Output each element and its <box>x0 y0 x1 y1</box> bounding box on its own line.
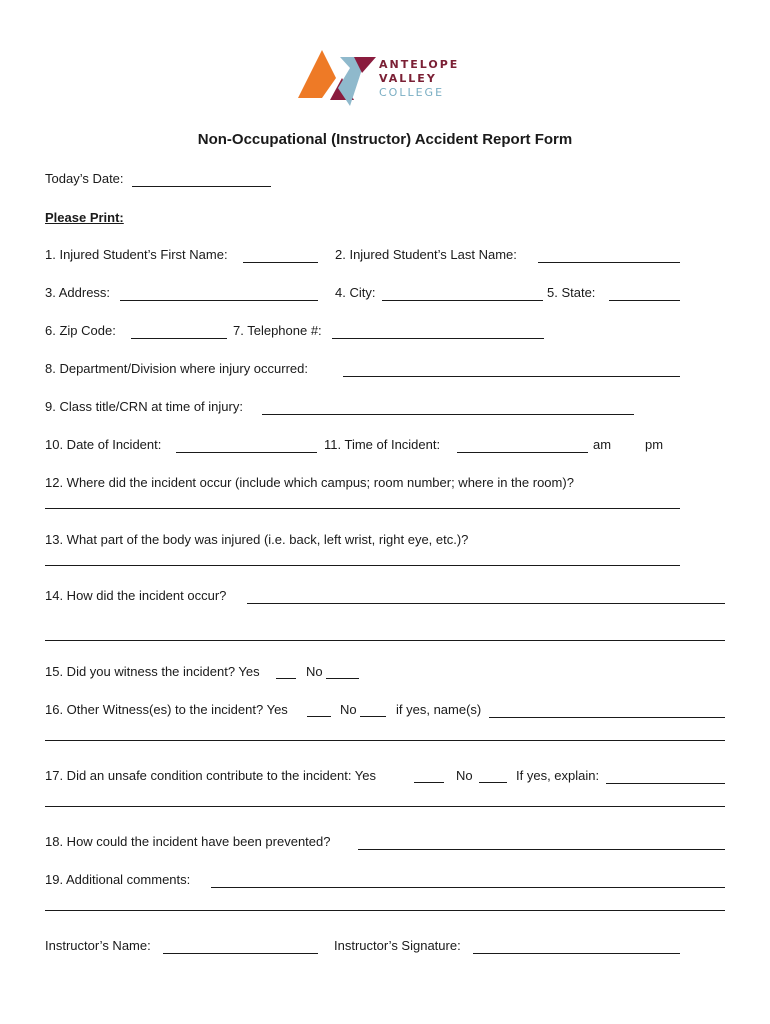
witness-no-blank[interactable] <box>326 678 359 679</box>
witness-yes-blank[interactable] <box>276 678 296 679</box>
address-field[interactable] <box>120 284 318 300</box>
first-name-label: 1. Injured Student’s First Name: <box>45 247 228 262</box>
instructor-signature-label: Instructor’s Signature: <box>334 938 461 953</box>
body-part-label: 13. What part of the body was injured (i.e. back, left wrist, right eye, etc.)? <box>45 532 469 547</box>
body-part-field[interactable] <box>45 549 680 565</box>
zip-code-field[interactable] <box>131 322 227 338</box>
class-title-field[interactable] <box>262 398 634 414</box>
address-label: 3. Address: <box>45 285 111 300</box>
time-of-incident-field[interactable] <box>457 436 588 452</box>
additional-comments-field[interactable] <box>211 871 725 887</box>
college-logo <box>298 48 478 108</box>
unsafe-yes-blank[interactable] <box>414 782 444 783</box>
todays-date-underline <box>132 186 271 187</box>
witness-names-label: if yes, name(s) <box>396 702 482 717</box>
instructor-name-underline <box>163 953 318 954</box>
additional-comments-underline-2 <box>45 910 725 911</box>
address-underline <box>120 300 318 301</box>
incident-location-field[interactable] <box>45 492 680 508</box>
instructor-signature-underline <box>473 953 680 954</box>
witness-names-underline-2 <box>45 740 725 741</box>
date-of-incident-field[interactable] <box>176 436 317 452</box>
other-witness-yes-blank[interactable] <box>307 716 331 717</box>
date-of-incident-underline <box>176 452 317 453</box>
last-name-field[interactable] <box>538 246 680 262</box>
additional-comments-label: 19. Additional comments: <box>45 872 191 887</box>
first-name-underline <box>243 262 318 263</box>
last-name-label: 2. Injured Student’s Last Name: <box>335 247 517 262</box>
logo-mark-icon <box>298 48 376 106</box>
unsafe-explain-underline-2 <box>45 806 725 807</box>
instructor-signature-field[interactable] <box>473 937 680 953</box>
department-label: 8. Department/Division where injury occurred: <box>45 361 308 376</box>
first-name-field[interactable] <box>243 246 318 262</box>
witness-no-label: No <box>306 664 323 679</box>
telephone-label: 7. Telephone #: <box>233 323 322 338</box>
unsafe-no-label: No <box>456 768 473 783</box>
prevention-label: 18. How could the incident have been prevented? <box>45 834 331 849</box>
body-part-underline <box>45 565 680 566</box>
department-field[interactable] <box>343 360 680 376</box>
am-option[interactable]: am <box>593 437 612 452</box>
class-title-underline <box>262 414 634 415</box>
zip-code-label: 6. Zip Code: <box>45 323 116 338</box>
todays-date-label: Today’s Date: <box>45 171 124 186</box>
city-underline <box>382 300 543 301</box>
additional-comments-underline <box>211 887 725 888</box>
witness-label: 15. Did you witness the incident? Yes <box>45 664 260 679</box>
pm-option[interactable]: pm <box>645 437 664 452</box>
how-incident-occur-underline <box>247 603 725 604</box>
zip-code-underline <box>131 338 227 339</box>
logo-line-college: COLLEGE <box>379 86 445 99</box>
witness-names-field[interactable] <box>489 701 725 717</box>
witness-names-underline <box>489 717 725 718</box>
witness-names-field-2[interactable] <box>45 724 725 740</box>
how-incident-occur-field[interactable] <box>247 587 725 603</box>
unsafe-explain-field-2[interactable] <box>45 790 725 806</box>
city-label: 4. City: <box>335 285 376 300</box>
city-field[interactable] <box>382 284 543 300</box>
unsafe-condition-label: 17. Did an unsafe condition contribute to the incident: Yes <box>45 768 377 783</box>
department-underline <box>343 376 680 377</box>
unsafe-explain-underline <box>606 783 725 784</box>
please-print-heading: Please Print: <box>45 210 124 225</box>
instructor-name-label: Instructor’s Name: <box>45 938 151 953</box>
prevention-field[interactable] <box>358 833 725 849</box>
unsafe-explain-field[interactable] <box>606 767 725 783</box>
time-of-incident-label: 11. Time of Incident: <box>324 437 441 452</box>
prevention-underline <box>358 849 725 850</box>
how-incident-occur-underline-2 <box>45 640 725 641</box>
incident-location-label: 12. Where did the incident occur (include which campus; room number; where in the room)? <box>45 475 574 490</box>
last-name-underline <box>538 262 680 263</box>
telephone-underline <box>332 338 544 339</box>
unsafe-explain-label: If yes, explain: <box>516 768 600 783</box>
form-title: Non-Occupational (Instructor) Accident Report Form <box>197 131 573 148</box>
other-witness-label: 16. Other Witness(es) to the incident? Yes <box>45 702 288 717</box>
time-of-incident-underline <box>457 452 588 453</box>
how-incident-occur-label: 14. How did the incident occur? <box>45 588 227 603</box>
additional-comments-field-2[interactable] <box>45 894 725 910</box>
instructor-name-field[interactable] <box>163 937 318 953</box>
state-field[interactable] <box>609 284 680 300</box>
state-label: 5. State: <box>547 285 596 300</box>
other-witness-no-blank[interactable] <box>360 716 386 717</box>
incident-location-underline <box>45 508 680 509</box>
telephone-field[interactable] <box>332 322 544 338</box>
date-of-incident-label: 10. Date of Incident: <box>45 437 162 452</box>
unsafe-no-blank[interactable] <box>479 782 507 783</box>
todays-date-field[interactable] <box>132 170 271 186</box>
other-witness-no-label: No <box>340 702 357 717</box>
how-incident-occur-field-2[interactable] <box>45 624 725 640</box>
logo-line-antelope: ANTELOPE <box>379 58 460 71</box>
logo-line-valley: VALLEY <box>379 72 437 85</box>
class-title-label: 9. Class title/CRN at time of injury: <box>45 399 243 414</box>
state-underline <box>609 300 680 301</box>
